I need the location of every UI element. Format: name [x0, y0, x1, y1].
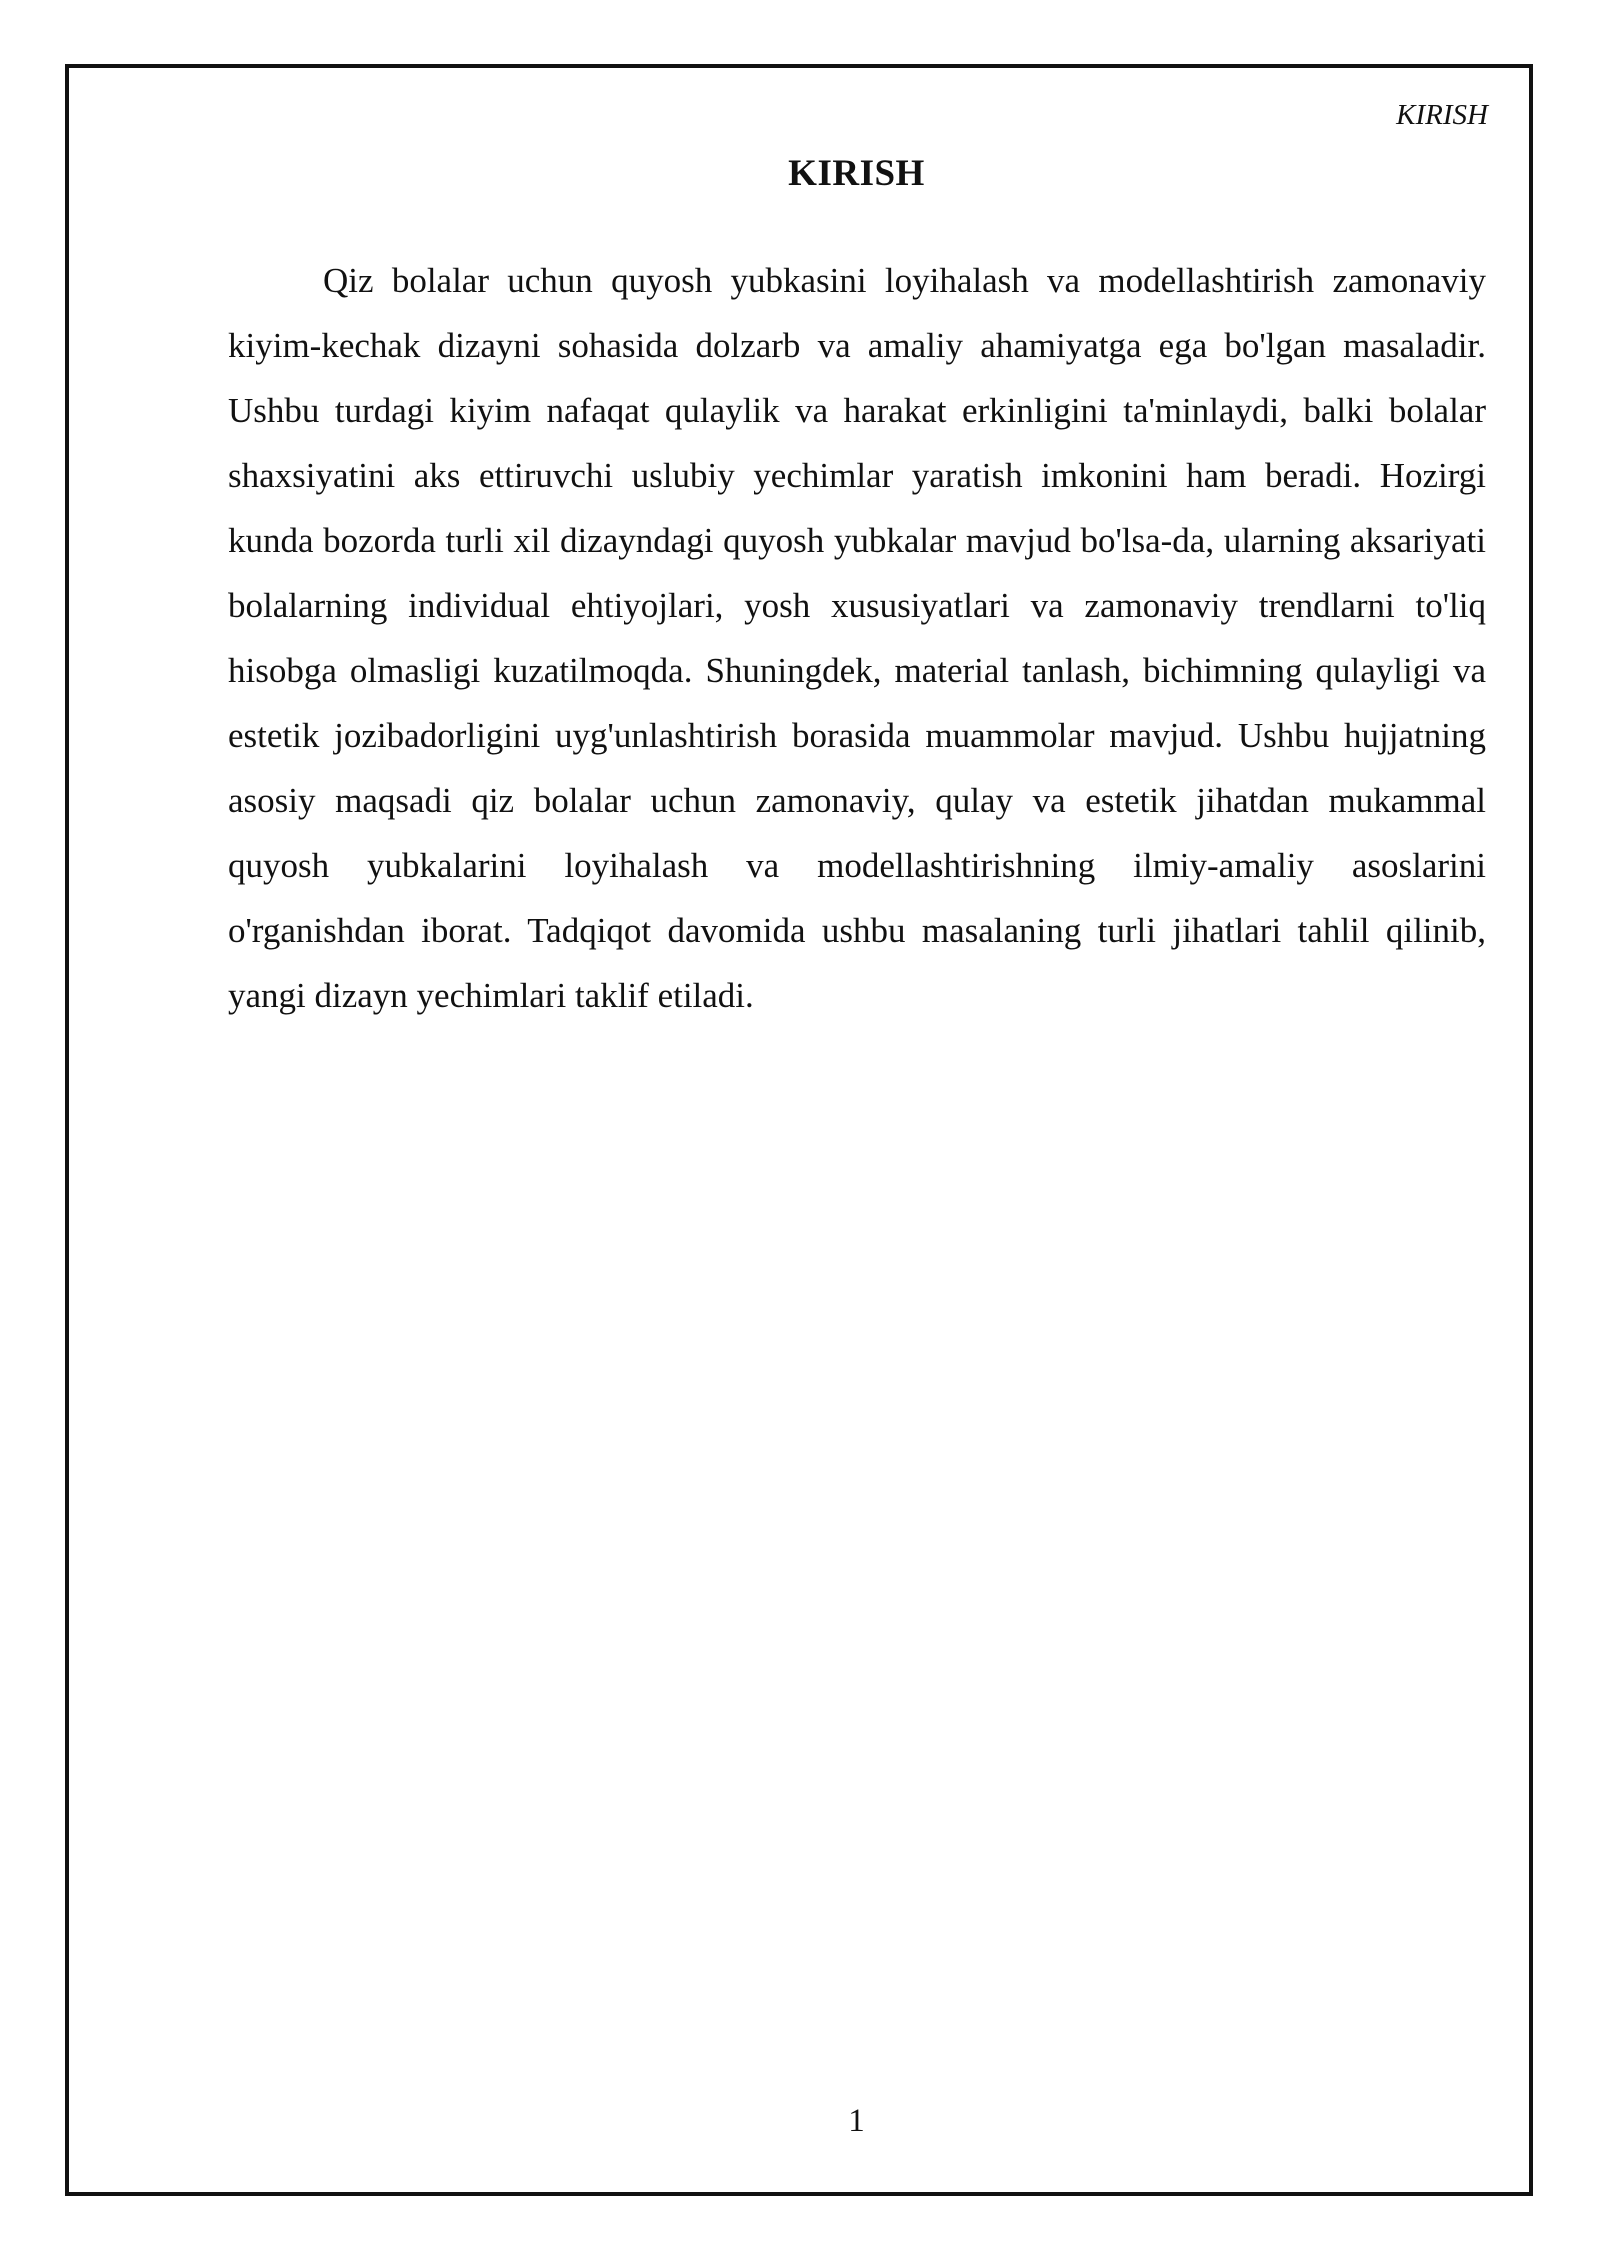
body-paragraph: [228, 248, 1486, 1028]
page-title: KIRISH: [788, 153, 925, 194]
page-number: 1: [848, 2103, 865, 2139]
body-paragraph-text: Qiz bolalar uchun quyosh yubkasini loyihalash va modellashtirish zamonaviy kiyim-kechak dizayni sohasida dolzarb va amaliy ahamiyatga ega bo'lgan masaladir. Ushbu turdagi kiyim nafaqat qulaylik va harakat erkinligini ta'minlaydi, balki bolalar shaxsiyatini aks ettiruvchi uslubiy yechimlar yaratish imkonini ham beradi. Hozirgi kunda bozorda turli xil dizayndagi quyosh yubkalar mavjud bo'lsa-da, ularning aksariyati bolalarning individual ehtiyojlari, yosh xususiyatlari va zamonaviy trendlarni to'liq hisobga olmasligi kuzatilmoqda. Shuningdek, material tanlash, bichimning qulayligi va estetik jozibadorligini uyg'unlashtirish borasida muammolar mavjud. Ushbu hujjatning asosiy maqsadi qiz bolalar uchun zamonaviy, qulay va estetik jihatdan mukammal quyosh yubkalarini loyihalash va modellashtirishning ilmiy-amaliy asoslarini o'rganishdan iborat. Tadqiqot davomida ushbu masalaning turli jihatlari tahlil qilinib, yangi dizayn yechimlari taklif etiladi.: [228, 261, 1486, 1015]
running-header: KIRISH: [1396, 99, 1488, 131]
